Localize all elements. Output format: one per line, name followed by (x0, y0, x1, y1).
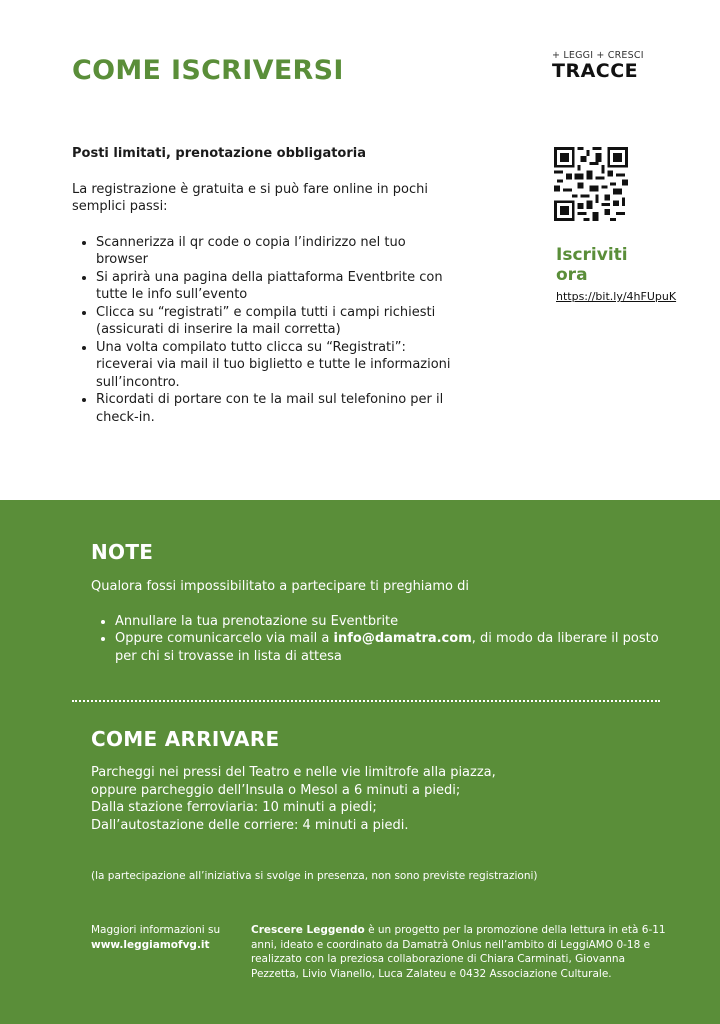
note-title: NOTE (91, 540, 154, 564)
contact-email-link[interactable]: info@damatra.com (333, 631, 472, 646)
registration-steps (72, 234, 452, 427)
attendance-disclaimer: (la partecipazione all’iniziativa si svolge in presenza, non sono previste registrazioni) (91, 870, 538, 882)
directions-body (91, 764, 591, 834)
note-lead: Qualora fossi impossibilitato a partecipare ti preghiamo di (91, 579, 469, 594)
project-name: Crescere Leggendo (251, 924, 365, 936)
qr-code-icon[interactable] (554, 147, 628, 221)
project-description: è un progetto per la promozione della lettura in età 6-11 anni, ideato e coordinato da Damatrà Onlus nell’ambito di LeggiAMO 0-18 e realizzato con la preziosa collaborazione di Chiara Carminati, Giovanna Pezzetta, Livio Vianello, Luca Zalateu e 0432 Associazione Culturale. (251, 924, 666, 980)
note-item-text: , di modo da liberare il posto per chi si trovasse in lista di attesa (115, 631, 659, 664)
limited-seats-notice: Posti limitati, prenotazione obbligatoria (72, 146, 367, 161)
directions-line: oppure parcheggio dell’Insula o Mesol a 6 minuti a piedi; (91, 782, 461, 798)
more-info (91, 923, 241, 952)
list-item (115, 630, 661, 665)
registration-instructions (72, 145, 452, 426)
more-info-label: Maggiori informazioni su (91, 924, 221, 936)
list-item: • Ricordati di portare con te la mail sul telefonino per il check-in. (96, 391, 452, 426)
registration-section (0, 0, 720, 500)
list-item: • Clicca su “registrati” e compila tutti i campi richiesti (assicurati di inserire la mail corretta) (96, 304, 452, 339)
logo-brand: TRACCE (552, 60, 639, 82)
tracce-logo (552, 50, 652, 82)
list-item: • Annullare la tua prenotazione su Eventbrite (115, 613, 661, 631)
registration-lead: La registrazione è gratuita e si può fare online in pochi semplici passi: (72, 181, 428, 214)
list-item: • Scannerizza il qr code o copia l’indirizzo nel tuo browser (96, 234, 452, 269)
website-link[interactable]: www.leggiamofvg.it (91, 938, 210, 951)
list-item: • Si aprirà una pagina della piattaforma Eventbrite con tutte le info sull’evento (96, 269, 452, 304)
note-body (91, 578, 661, 665)
directions-title: COME ARRIVARE (91, 727, 280, 751)
note-list (91, 613, 661, 666)
logo-tagline: + LEGGI + CRESCI (552, 50, 644, 61)
directions-line: Dall’autostazione delle corriere: 4 minuti a piedi. (91, 817, 409, 833)
dotted-divider (72, 700, 660, 702)
signup-cta: Iscriviti ora (556, 245, 628, 285)
page-title: COME ISCRIVERSI (72, 55, 344, 86)
directions-line: Dalla stazione ferroviaria: 10 minuti a piedi; (91, 800, 377, 815)
note-item-text: Oppure comunicarcelo via mail a (115, 631, 334, 646)
signup-link[interactable]: https://bit.ly/4hFUpuK (556, 290, 677, 303)
list-item: • Una volta compilato tutto clicca su “Registrati”: riceverai via mail il tuo biglietto e tutte le informazioni sull’incontro. (96, 339, 452, 392)
directions-line: Parcheggi nei pressi del Teatro e nelle vie limitrofe alla piazza, (91, 765, 496, 780)
project-credits (251, 923, 671, 981)
info-section (0, 500, 720, 1024)
